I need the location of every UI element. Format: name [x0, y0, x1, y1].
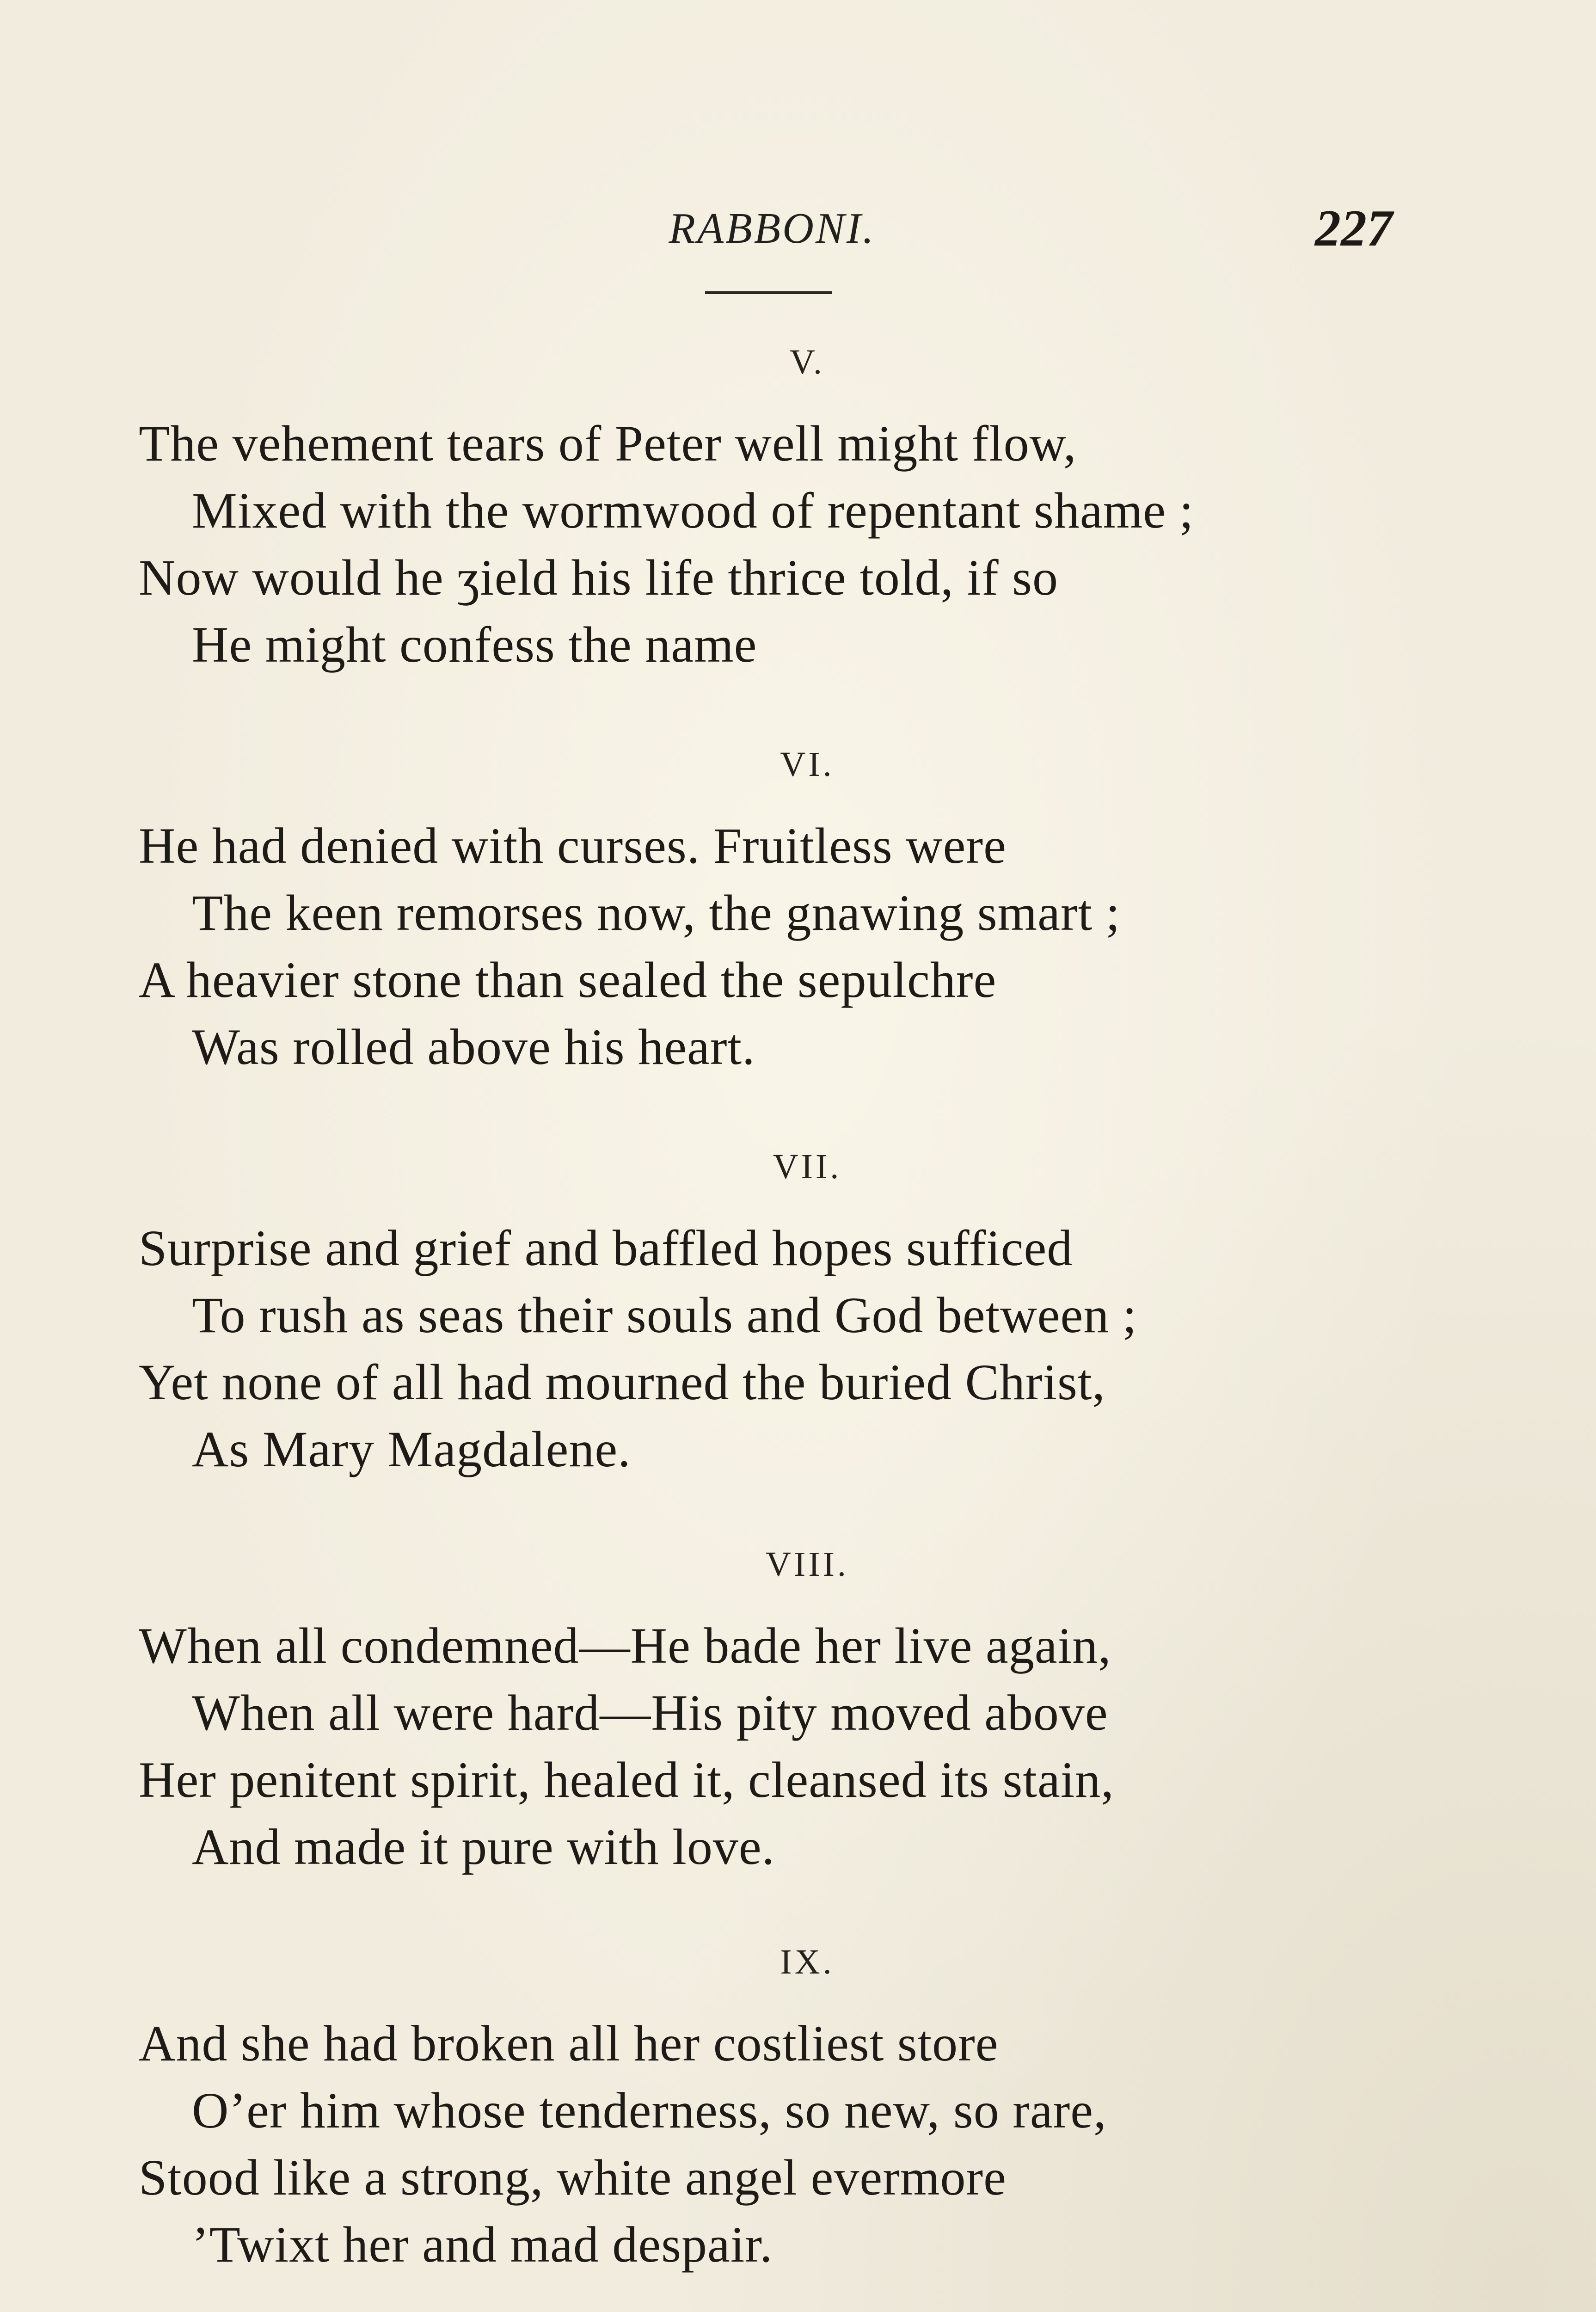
verse-line: To rush as seas their souls and God between ; — [192, 1287, 1137, 1343]
verse-line: The keen remorses now, the gnawing smart ; — [192, 885, 1121, 941]
verse-line: When all condemned—He bade her live again, — [139, 1617, 1111, 1674]
verse-line: And she had broken all her costliest store — [139, 2015, 999, 2072]
verse-line: Mixed with the wormwood of repentant shame ; — [192, 482, 1194, 539]
verse-line: O’er him whose tenderness, so new, so rare, — [192, 2082, 1107, 2139]
stanza-9 — [0, 1942, 1596, 2278]
stanza-5 — [0, 342, 1596, 678]
stanza-6 — [0, 744, 1596, 1081]
verse-line: When all were hard—His pity moved above — [192, 1685, 1108, 1741]
verse-line: ’Twixt her and mad despair. — [192, 2216, 773, 2273]
verse-line: Was rolled above his heart. — [192, 1019, 755, 1075]
stanza-8 — [0, 1544, 1596, 1881]
verse-line: Now would he ʒield his life thrice told, if so — [139, 549, 1058, 606]
verse-line: Yet none of all had mourned the buried Christ, — [139, 1354, 1105, 1410]
verse-line: Surprise and grief and baffled hopes sufficed — [139, 1220, 1073, 1276]
page-number: 227 — [1315, 200, 1393, 257]
stanza-number: VI. — [780, 745, 835, 784]
stanza-7 — [0, 1147, 1596, 1483]
verse-line: He had denied with curses. Fruitless were — [139, 818, 1007, 874]
verse-line: And made it pure with love. — [192, 1819, 775, 1875]
verse-line: Her penitent spirit, healed it, cleansed its stain, — [139, 1752, 1114, 1808]
stanza-number: V. — [789, 343, 825, 381]
verse-line: The vehement tears of Peter well might flow, — [139, 415, 1077, 472]
running-title: RABBONI. — [669, 204, 876, 252]
stanza-number: VIII. — [766, 1545, 849, 1584]
stanza-number: IX. — [780, 1943, 835, 1981]
stanza-number: VII. — [773, 1147, 842, 1186]
verse-line: He might confess the name — [192, 616, 757, 673]
verse-line: As Mary Magdalene. — [192, 1421, 631, 1477]
verse-line: Stood like a strong, white angel evermore — [139, 2149, 1007, 2206]
verse-line: A heavier stone than sealed the sepulchre — [139, 952, 997, 1008]
header-rule — [705, 291, 832, 294]
running-head — [0, 199, 1596, 259]
